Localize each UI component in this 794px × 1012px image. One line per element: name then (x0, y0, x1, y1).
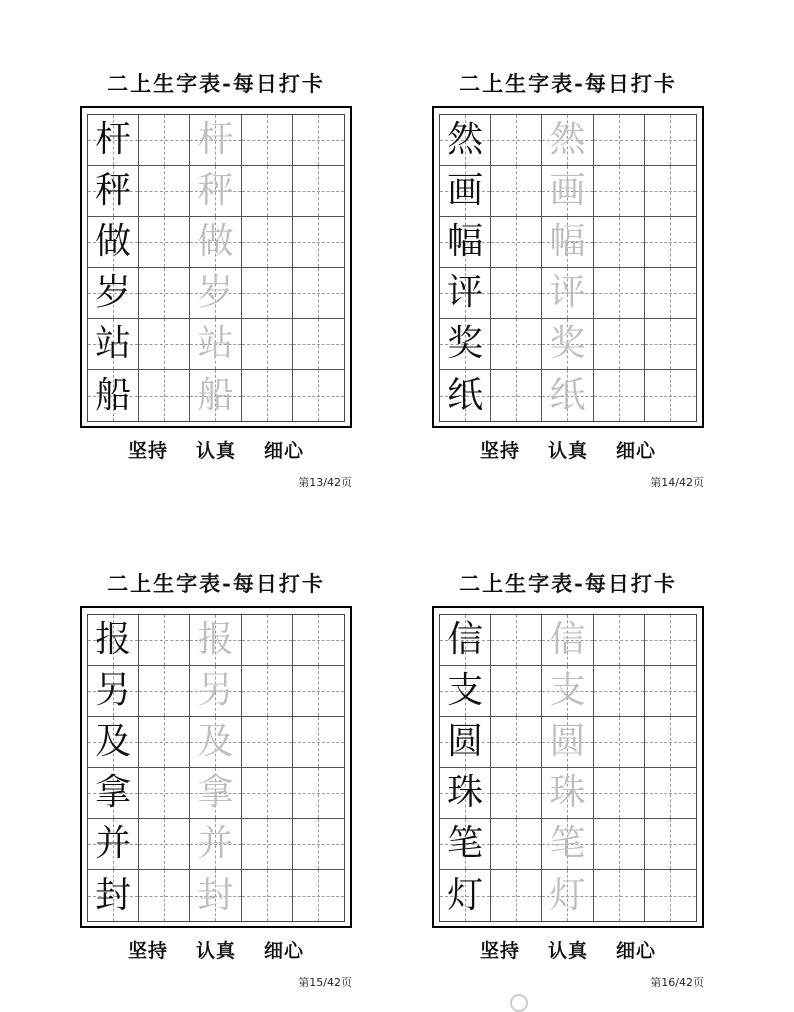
grid-cell (293, 370, 344, 421)
grid-cell (293, 717, 344, 768)
grid-cell (491, 166, 542, 217)
trace-character: 圆 (549, 721, 586, 762)
grid-cell (242, 768, 293, 819)
trace-character: 奖 (549, 323, 586, 364)
model-character: 并 (95, 823, 132, 864)
model-character: 笔 (447, 823, 484, 864)
grid-cell (542, 819, 593, 870)
grid-cell (594, 370, 645, 421)
trace-character: 评 (549, 272, 586, 313)
grid-cell (645, 217, 696, 268)
grid-cell (542, 268, 593, 319)
grid-cell (491, 115, 542, 166)
grid-cell (594, 666, 645, 717)
grid-cell (440, 819, 491, 870)
grid-cell (594, 166, 645, 217)
grid-cell (293, 870, 344, 921)
trace-character: 画 (549, 170, 586, 211)
model-character: 岁 (95, 272, 132, 313)
grid-cell (542, 717, 593, 768)
grid-cell (190, 666, 241, 717)
grid-cell (293, 615, 344, 666)
trace-character: 封 (197, 874, 234, 916)
grid-cell (139, 268, 190, 319)
trace-character: 及 (197, 721, 234, 762)
grid-cell (491, 717, 542, 768)
grid-cell (440, 217, 491, 268)
grid-cell (440, 666, 491, 717)
grid-cell (88, 870, 139, 921)
motto-word: 细心 (616, 940, 657, 962)
trace-character: 拿 (197, 772, 234, 813)
page-number: 第15/42页 (298, 976, 352, 989)
grid-cell (88, 768, 139, 819)
grid-cell (542, 217, 593, 268)
grid-cell (645, 166, 696, 217)
grid-cell (440, 268, 491, 319)
model-character: 站 (95, 323, 132, 364)
grid-cell (190, 717, 241, 768)
grid-cell (594, 615, 645, 666)
grid-cell (293, 768, 344, 819)
grid-cell (88, 217, 139, 268)
grid-cell (542, 319, 593, 370)
model-character: 画 (447, 170, 484, 211)
motto-word: 细心 (264, 440, 305, 462)
grid-cell (594, 819, 645, 870)
practice-grid (87, 114, 345, 422)
grid-cell (440, 319, 491, 370)
grid-cell (645, 615, 696, 666)
grid-cell (190, 615, 241, 666)
model-character: 做 (95, 221, 132, 262)
trace-character: 站 (197, 323, 234, 364)
grid-cell (88, 166, 139, 217)
grid-cell (139, 819, 190, 870)
model-character: 另 (95, 670, 132, 711)
model-character: 幅 (447, 221, 484, 262)
grid-cell (645, 819, 696, 870)
worksheet-title: 二上生字表-每日打卡 (107, 71, 325, 96)
motto-line (80, 936, 352, 963)
grid-cell (242, 166, 293, 217)
grid-cell (542, 768, 593, 819)
trace-character: 做 (197, 221, 234, 262)
grid-cell (645, 666, 696, 717)
model-character: 封 (95, 874, 132, 916)
model-character: 秤 (95, 170, 132, 211)
grid-cell (293, 115, 344, 166)
trace-character: 船 (197, 374, 234, 416)
grid-cell (645, 268, 696, 319)
grid-cell (645, 319, 696, 370)
grid-cell (491, 319, 542, 370)
grid-cell (542, 615, 593, 666)
grid-cell (88, 319, 139, 370)
motto-line (432, 436, 704, 463)
grid-cell (594, 115, 645, 166)
model-character: 拿 (95, 772, 132, 813)
watermark-logo (510, 994, 528, 1012)
motto-word: 认真 (195, 440, 236, 462)
grid-cell (242, 217, 293, 268)
grid-cell (293, 268, 344, 319)
worksheet-title: 二上生字表-每日打卡 (459, 571, 677, 596)
trace-character: 另 (197, 670, 234, 711)
grid-cell (139, 115, 190, 166)
grid-cell (190, 319, 241, 370)
trace-character: 笔 (549, 823, 586, 864)
grid-cell (88, 615, 139, 666)
grid-cell (440, 870, 491, 921)
grid-cell (645, 115, 696, 166)
motto-word: 坚持 (127, 440, 168, 462)
grid-cell (242, 615, 293, 666)
grid-cell (242, 115, 293, 166)
practice-grid-frame (80, 606, 352, 928)
trace-character: 杆 (197, 119, 234, 160)
grid-cell (594, 319, 645, 370)
motto-word: 细心 (616, 440, 657, 462)
practice-grid-frame (432, 606, 704, 928)
grid-cell (491, 370, 542, 421)
grid-cell (88, 115, 139, 166)
model-character: 珠 (447, 772, 484, 813)
grid-cell (88, 666, 139, 717)
grid-cell (542, 666, 593, 717)
motto-line (80, 436, 352, 463)
grid-cell (88, 819, 139, 870)
trace-character: 灯 (549, 874, 586, 916)
grid-cell (594, 717, 645, 768)
grid-cell (242, 268, 293, 319)
worksheet-title: 二上生字表-每日打卡 (107, 571, 325, 596)
grid-cell (139, 717, 190, 768)
grid-cell (293, 819, 344, 870)
motto-word: 坚持 (127, 940, 168, 962)
grid-cell (190, 115, 241, 166)
model-character: 及 (95, 721, 132, 762)
grid-cell (542, 166, 593, 217)
grid-cell (645, 370, 696, 421)
practice-grid (439, 614, 697, 922)
trace-character: 秤 (197, 170, 234, 211)
motto-word: 认真 (547, 440, 588, 462)
model-character: 圆 (447, 721, 484, 762)
motto-word: 细心 (264, 940, 305, 962)
grid-cell (190, 166, 241, 217)
grid-cell (542, 370, 593, 421)
motto-word: 坚持 (479, 940, 520, 962)
motto-line (432, 936, 704, 963)
page-number: 第13/42页 (298, 476, 352, 489)
grid-cell (440, 768, 491, 819)
trace-character: 并 (197, 823, 234, 864)
grid-cell (293, 166, 344, 217)
practice-grid-frame (80, 106, 352, 428)
grid-cell (645, 768, 696, 819)
model-character: 然 (447, 119, 484, 160)
grid-cell (645, 870, 696, 921)
grid-cell (440, 615, 491, 666)
grid-cell (88, 268, 139, 319)
grid-cell (594, 268, 645, 319)
grid-cell (190, 217, 241, 268)
trace-character: 珠 (549, 772, 586, 813)
grid-cell (594, 870, 645, 921)
grid-cell (440, 115, 491, 166)
page-number: 第16/42页 (650, 976, 704, 989)
grid-cell (594, 217, 645, 268)
practice-grid-frame (432, 106, 704, 428)
grid-cell (491, 666, 542, 717)
model-character: 评 (447, 272, 484, 313)
grid-cell (491, 268, 542, 319)
grid-cell (293, 666, 344, 717)
grid-cell (542, 870, 593, 921)
trace-character: 支 (549, 670, 586, 711)
grid-cell (542, 115, 593, 166)
trace-character: 纸 (549, 374, 586, 416)
motto-word: 认真 (547, 940, 588, 962)
grid-cell (491, 217, 542, 268)
motto-word: 坚持 (479, 440, 520, 462)
trace-character: 岁 (197, 272, 234, 313)
grid-cell (190, 870, 241, 921)
grid-cell (139, 166, 190, 217)
grid-cell (242, 819, 293, 870)
trace-character: 报 (197, 619, 234, 660)
grid-cell (440, 166, 491, 217)
grid-cell (190, 370, 241, 421)
model-character: 支 (447, 670, 484, 711)
grid-cell (190, 268, 241, 319)
page-number: 第14/42页 (650, 476, 704, 489)
model-character: 灯 (447, 874, 484, 916)
model-character: 奖 (447, 323, 484, 364)
grid-cell (242, 370, 293, 421)
grid-cell (139, 319, 190, 370)
grid-cell (139, 666, 190, 717)
grid-cell (293, 217, 344, 268)
grid-cell (491, 870, 542, 921)
grid-cell (440, 717, 491, 768)
worksheet-title: 二上生字表-每日打卡 (459, 71, 677, 96)
grid-cell (139, 217, 190, 268)
grid-cell (645, 717, 696, 768)
grid-cell (491, 615, 542, 666)
grid-cell (491, 768, 542, 819)
motto-word: 认真 (195, 940, 236, 962)
trace-character: 然 (549, 119, 586, 160)
model-character: 报 (95, 619, 132, 660)
practice-grid (439, 114, 697, 422)
model-character: 船 (95, 374, 132, 416)
grid-cell (88, 717, 139, 768)
grid-cell (440, 370, 491, 421)
model-character: 杆 (95, 119, 132, 160)
grid-cell (88, 370, 139, 421)
grid-cell (293, 319, 344, 370)
grid-cell (139, 370, 190, 421)
grid-cell (594, 768, 645, 819)
trace-character: 信 (549, 619, 586, 660)
grid-cell (139, 870, 190, 921)
grid-cell (139, 768, 190, 819)
grid-cell (190, 819, 241, 870)
grid-cell (242, 666, 293, 717)
grid-cell (242, 717, 293, 768)
trace-character: 幅 (549, 221, 586, 262)
grid-cell (242, 319, 293, 370)
grid-cell (242, 870, 293, 921)
grid-cell (139, 615, 190, 666)
grid-cell (491, 819, 542, 870)
grid-cell (190, 768, 241, 819)
practice-grid (87, 614, 345, 922)
model-character: 纸 (447, 374, 484, 416)
model-character: 信 (447, 619, 484, 660)
